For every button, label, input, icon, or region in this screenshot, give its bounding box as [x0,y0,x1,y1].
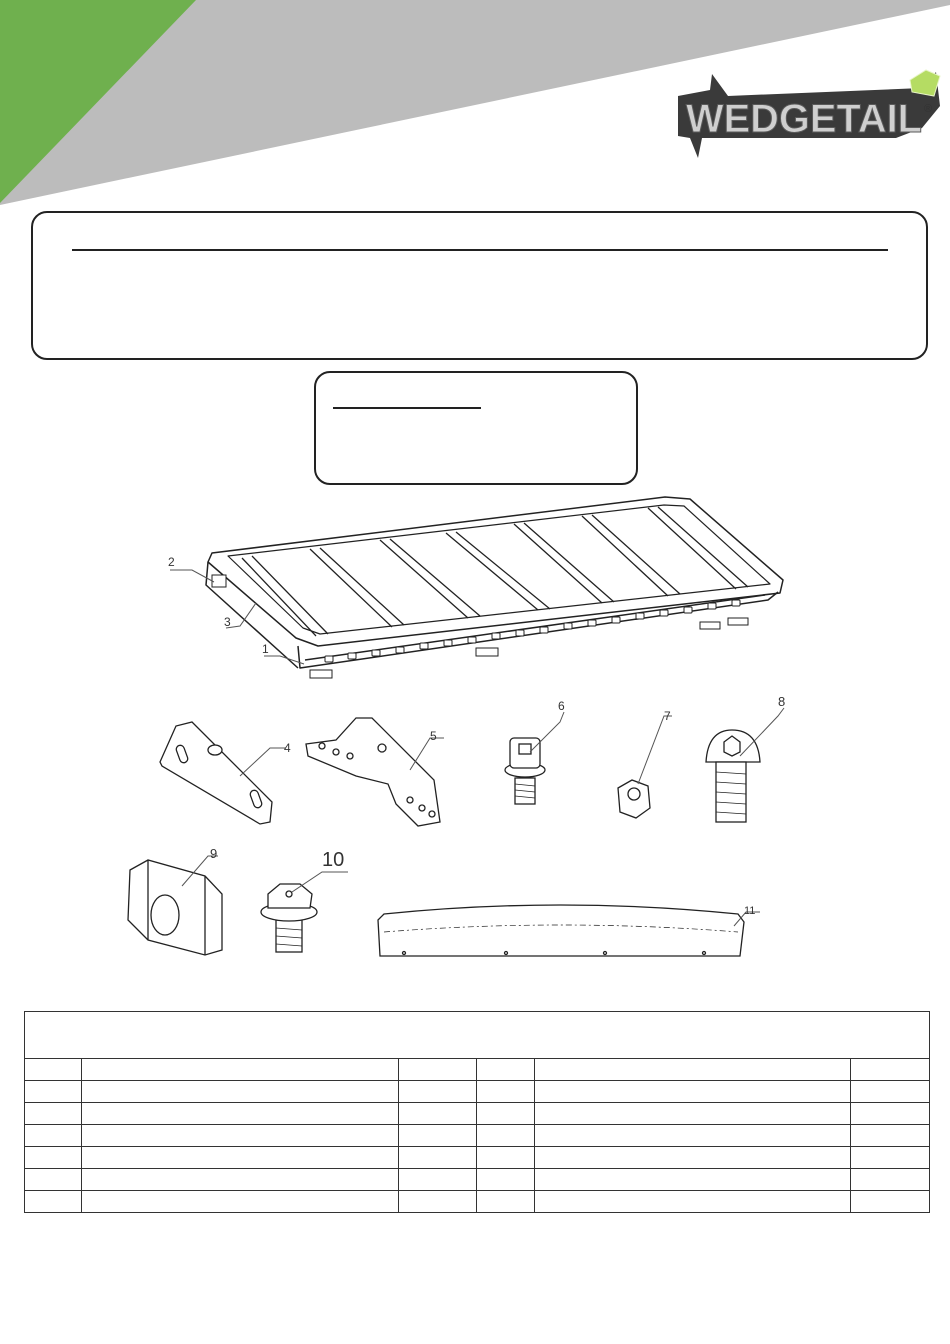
callout-9: 9 [210,846,218,861]
callout-3: 3 [224,615,231,629]
callout-7: 7 [664,709,671,723]
cross-bars [242,507,748,636]
table-row [25,1147,930,1169]
part-4-bracket [160,722,272,824]
title-underline [72,249,888,251]
logo-text: WEDGETAIL [686,97,922,141]
callout-2: 2 [168,555,175,569]
part-10-flange-bolt [261,884,317,952]
callout-5: 5 [430,729,437,743]
callout-11: 11 [744,905,756,917]
table-row [25,1103,930,1125]
part-6-flange-bolt [505,738,545,804]
table-row [25,1081,930,1103]
part-7-nut [618,780,650,818]
parts-table-header [24,1011,930,1058]
roof-rack-diagram [150,490,800,690]
part-11-wind-deflector [378,905,744,956]
table-row [25,1059,930,1081]
table-row [25,1125,930,1147]
subtitle-underline [333,407,481,409]
callout-1: 1 [262,642,269,656]
part-5-bracket [306,718,440,826]
registered-mark: ® [924,103,933,115]
callout-8: 8 [778,694,786,709]
part-9-channel-nut [128,860,222,955]
logo-gem [910,70,940,96]
parts-table [24,1058,930,1213]
callout-4: 4 [284,741,291,755]
parts-row-2 [110,840,770,970]
callout-10: 10 [322,849,345,871]
rack-outer-frame [208,497,783,646]
subtitle-box [314,371,638,485]
title-box [31,211,928,360]
table-row [25,1169,930,1191]
callout-6: 6 [558,699,565,713]
table-row [25,1191,930,1213]
parts-row-1 [150,690,800,830]
leader-1 [264,656,304,664]
wedgetail-logo [672,66,944,162]
